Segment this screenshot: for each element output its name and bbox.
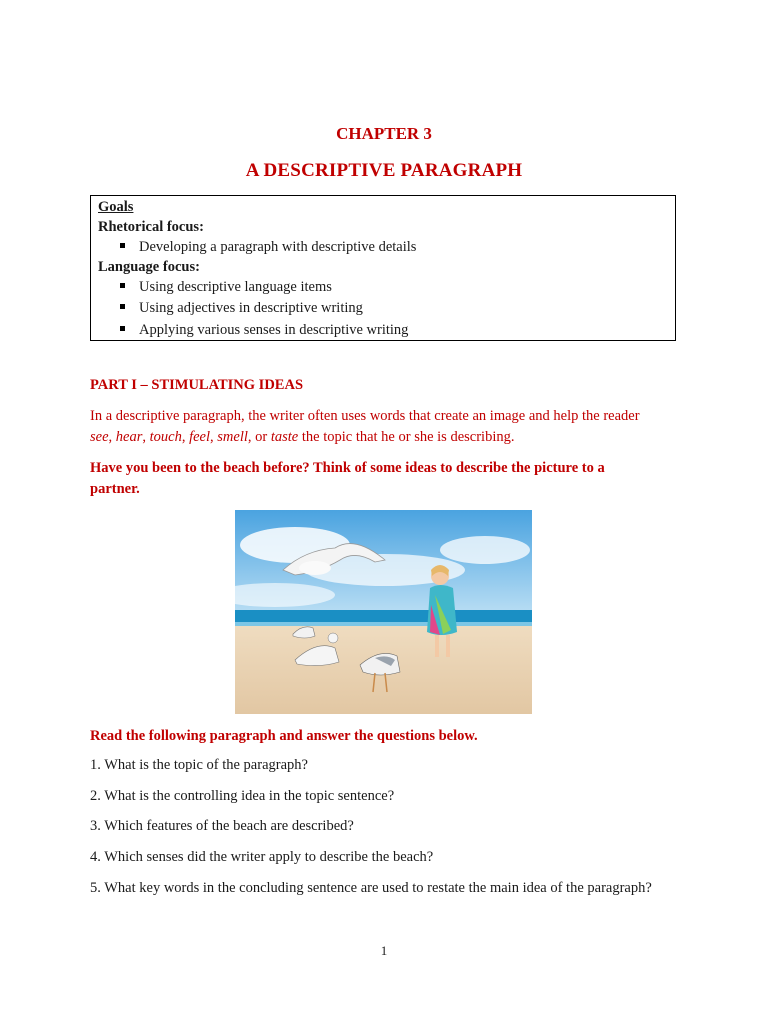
chapter-label: CHAPTER 3 xyxy=(336,124,432,143)
bullet-icon xyxy=(120,243,125,248)
goals-box xyxy=(90,195,676,341)
reading-instruction: Read the following paragraph and answer the questions below. xyxy=(90,728,478,744)
language-item: Using adjectives in descriptive writing xyxy=(120,299,363,317)
language-item: Applying various senses in descriptive writing xyxy=(120,321,408,339)
beach-photo xyxy=(235,510,532,714)
bullet-icon xyxy=(120,283,125,288)
language-focus-label: Language focus: xyxy=(98,259,200,275)
page-number: 1 xyxy=(380,943,388,958)
language-item: Using descriptive language items xyxy=(120,278,332,296)
question-item: 2. What is the controlling idea in the topic sentence? xyxy=(90,788,395,804)
discussion-prompt: Have you been to the beach before? Think of some ideas to describe the picture to a partner. xyxy=(90,460,605,497)
part1-heading: PART I – STIMULATING IDEAS xyxy=(90,377,304,393)
goals-heading: Goals xyxy=(98,199,134,215)
rhetorical-item: Developing a paragraph with descriptive details xyxy=(120,238,416,256)
page-title: A DESCRIPTIVE PARAGRAPH xyxy=(245,160,523,181)
rhetorical-focus-label: Rhetorical focus: xyxy=(98,219,204,235)
question-item: 4. Which senses did the writer apply to describe the beach? xyxy=(90,849,434,865)
bullet-icon xyxy=(120,304,125,309)
intro-paragraph: In a descriptive paragraph, the writer often uses words that create an image and help the reader see, hear, touch, feel, smell, or taste the topic that he or she is describing. xyxy=(90,408,640,445)
question-item: 5. What key words in the concluding sentence are used to restate the main idea of the paragraph? xyxy=(90,880,652,896)
bullet-icon xyxy=(120,326,125,331)
question-item: 1. What is the topic of the paragraph? xyxy=(90,757,308,773)
question-item: 3. Which features of the beach are described? xyxy=(90,818,354,834)
